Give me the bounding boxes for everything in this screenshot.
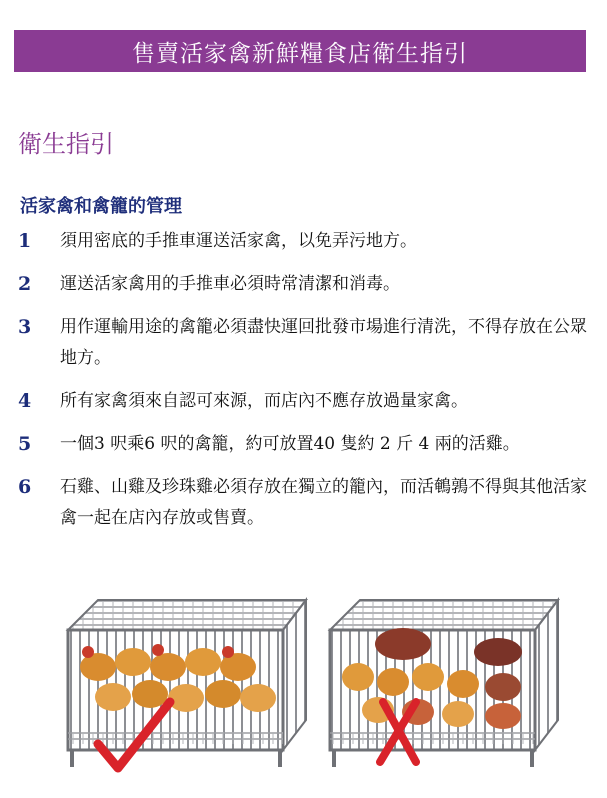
item-number: 5	[18, 433, 32, 455]
item-text: 運送活家禽用的手推車必須時常清潔和消毒。	[60, 274, 400, 294]
list-item	[18, 226, 593, 257]
list-item	[18, 312, 593, 374]
cage-illustrations	[58, 592, 578, 778]
correct-cage	[68, 600, 306, 768]
item-number: 4	[18, 390, 32, 412]
item-text: 石雞、山雞及珍珠雞必須存放在獨立的籠內，而活鵪鶉不得與其他活家禽一起在店內存放或售賣。	[60, 477, 587, 528]
list-item	[18, 386, 593, 417]
item-text: 一個3 呎乘6 呎的禽籠，約可放置40 隻約 2 斤 4 兩的活雞。	[60, 434, 520, 454]
item-text: 所有家禽須來自認可來源，而店內不應存放過量家禽。	[60, 391, 468, 411]
item-number: 2	[18, 273, 32, 295]
section-title: 衛生指引	[18, 130, 114, 158]
incorrect-cage	[330, 600, 558, 767]
list-item	[18, 269, 593, 300]
banner-title: 售賣活家禽新鮮糧食店衛生指引	[132, 40, 468, 67]
subheading: 活家禽和禽籠的管理	[20, 196, 182, 217]
item-text: 用作運輸用途的禽籠必須盡快運回批發市場進行清洗，不得存放在公眾地方。	[60, 317, 587, 368]
item-text: 須用密底的手推車運送活家禽，以免弄污地方。	[60, 231, 417, 251]
list-item	[18, 429, 593, 460]
header-banner	[14, 30, 586, 72]
guideline-list	[18, 226, 593, 546]
item-number: 1	[18, 230, 32, 252]
item-number: 3	[18, 316, 32, 338]
list-item	[18, 472, 593, 534]
item-number: 6	[18, 476, 32, 498]
